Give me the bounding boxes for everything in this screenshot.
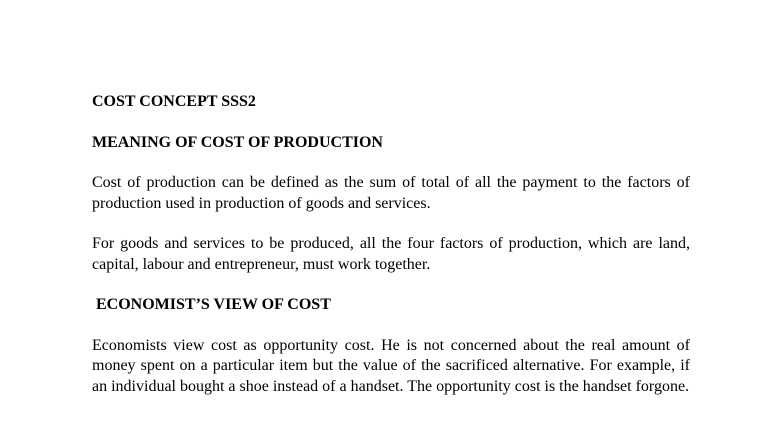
paragraph-opportunity-cost: Economists view cost as opportunity cost. He is not concerned about the real amount of money spent on a particular item but the value of the sacrificed alternative. For example, if an individual bought a shoe instead of a handset. The opportunity cost is the handset forgone. [92,336,690,395]
section-heading-meaning-of-cost: MEANING OF COST OF PRODUCTION [92,133,383,151]
document-title: COST CONCEPT SSS2 [92,93,256,110]
document-page [92,92,690,397]
section-heading-economists-view: ECONOMIST’S VIEW OF COST [96,296,331,313]
paragraph-definition: Cost of production can be defined as the sum of total of all the payment to the factors of production used in production of goods and services. [92,174,690,212]
paragraph-factors-of-production: For goods and services to be produced, all the four factors of production, which are land, capital, labour and entrepreneur, must work together. [92,235,690,273]
